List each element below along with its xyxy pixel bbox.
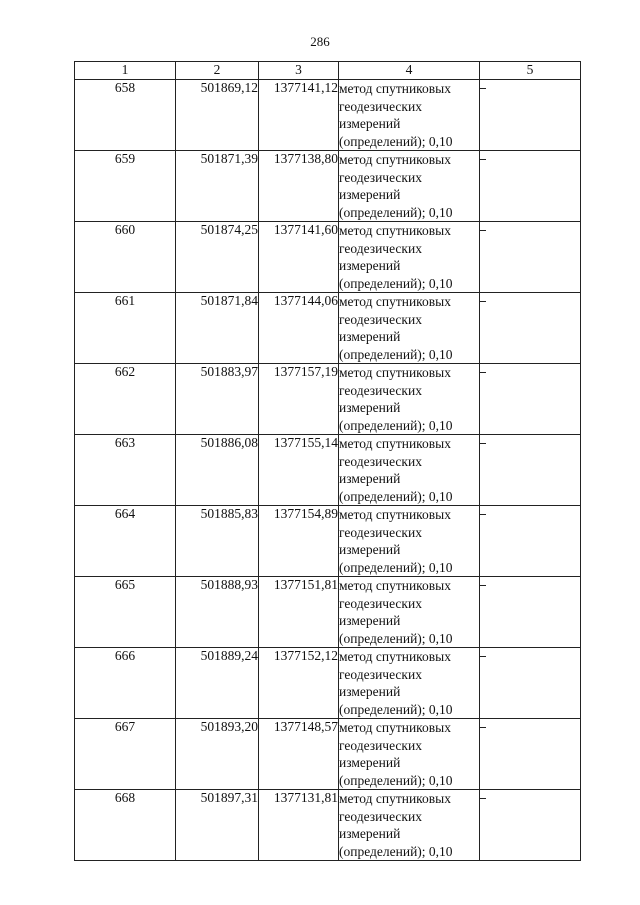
method-line: (определений); 0,10 <box>339 772 453 788</box>
note-cell <box>480 577 581 648</box>
method-line: измерений <box>339 258 401 273</box>
note-cell <box>480 719 581 790</box>
dash-mark <box>480 727 486 728</box>
point-number-cell: 662 <box>75 364 176 435</box>
dash-mark <box>480 159 486 160</box>
table-row <box>75 577 581 648</box>
method-cell <box>339 719 480 790</box>
method-line: (определений); 0,10 <box>339 843 453 859</box>
coordinate-y-cell: 1377151,81 <box>259 577 339 648</box>
dash-mark <box>480 230 486 231</box>
table-row <box>75 364 581 435</box>
note-cell <box>480 790 581 861</box>
method-line: метод спутниковых <box>339 791 451 806</box>
method-line: геодезических <box>339 595 422 611</box>
note-cell <box>480 151 581 222</box>
method-line: (определений); 0,10 <box>339 559 453 575</box>
dash-mark <box>480 798 486 799</box>
coordinate-y-cell: 1377157,19 <box>259 364 339 435</box>
method-line: метод спутниковых <box>339 436 451 451</box>
coordinate-x-cell: 501886,08 <box>176 435 259 506</box>
column-header-4: 4 <box>339 62 480 80</box>
method-line: геодезических <box>339 524 422 540</box>
dash-mark <box>480 443 486 444</box>
coordinate-x-cell: 501885,83 <box>176 506 259 577</box>
method-line: (определений); 0,10 <box>339 630 453 646</box>
coordinate-x-cell: 501883,97 <box>176 364 259 435</box>
method-line: (определений); 0,10 <box>339 275 453 291</box>
coordinate-x-cell: 501874,25 <box>176 222 259 293</box>
method-cell <box>339 222 480 293</box>
table-header-row <box>75 62 581 80</box>
table-row <box>75 435 581 506</box>
dash-mark <box>480 656 486 657</box>
method-line: измерений <box>339 116 401 131</box>
method-line: метод спутниковых <box>339 720 451 735</box>
method-line: геодезических <box>339 808 422 824</box>
dash-mark <box>480 301 486 302</box>
method-line: метод спутниковых <box>339 152 451 167</box>
method-line: геодезических <box>339 382 422 398</box>
point-number-cell: 664 <box>75 506 176 577</box>
column-header-2: 2 <box>176 62 259 80</box>
note-cell <box>480 293 581 364</box>
method-line: измерений <box>339 471 401 486</box>
coordinate-x-cell: 501889,24 <box>176 648 259 719</box>
point-number-cell: 659 <box>75 151 176 222</box>
method-line: метод спутниковых <box>339 578 451 593</box>
column-header-1: 1 <box>75 62 176 80</box>
method-line: (определений); 0,10 <box>339 488 453 504</box>
method-line: геодезических <box>339 311 422 327</box>
coordinate-x-cell: 501893,20 <box>176 719 259 790</box>
method-line: метод спутниковых <box>339 294 451 309</box>
method-line: геодезических <box>339 169 422 185</box>
dash-mark <box>480 514 486 515</box>
method-line: измерений <box>339 187 401 202</box>
method-cell <box>339 80 480 151</box>
method-cell <box>339 293 480 364</box>
method-line: геодезических <box>339 240 422 256</box>
coordinate-y-cell: 1377148,57 <box>259 719 339 790</box>
coordinate-y-cell: 1377138,80 <box>259 151 339 222</box>
coordinate-y-cell: 1377144,06 <box>259 293 339 364</box>
dash-mark <box>480 585 486 586</box>
method-line: измерений <box>339 826 401 841</box>
method-line: измерений <box>339 329 401 344</box>
point-number-cell: 661 <box>75 293 176 364</box>
method-line: метод спутниковых <box>339 223 451 238</box>
method-cell <box>339 435 480 506</box>
table-row <box>75 222 581 293</box>
note-cell <box>480 648 581 719</box>
coordinate-y-cell: 1377152,12 <box>259 648 339 719</box>
method-line: (определений); 0,10 <box>339 701 453 717</box>
method-line: измерений <box>339 613 401 628</box>
dash-mark <box>480 88 486 89</box>
coordinates-table <box>74 61 581 861</box>
method-line: измерений <box>339 755 401 770</box>
coordinate-y-cell: 1377155,14 <box>259 435 339 506</box>
method-line: метод спутниковых <box>339 81 451 96</box>
coordinate-y-cell: 1377141,60 <box>259 222 339 293</box>
method-line: измерений <box>339 542 401 557</box>
coordinate-x-cell: 501888,93 <box>176 577 259 648</box>
coordinate-y-cell: 1377154,89 <box>259 506 339 577</box>
note-cell <box>480 506 581 577</box>
method-line: геодезических <box>339 453 422 469</box>
method-cell <box>339 648 480 719</box>
page-number: 286 <box>310 34 330 49</box>
table-row <box>75 151 581 222</box>
point-number-cell: 663 <box>75 435 176 506</box>
point-number-cell: 665 <box>75 577 176 648</box>
method-line: геодезических <box>339 737 422 753</box>
method-line: (определений); 0,10 <box>339 133 453 149</box>
method-line: измерений <box>339 400 401 415</box>
table-row <box>75 293 581 364</box>
method-line: (определений); 0,10 <box>339 417 453 433</box>
point-number-cell: 668 <box>75 790 176 861</box>
table-row <box>75 506 581 577</box>
table-row <box>75 648 581 719</box>
note-cell <box>480 364 581 435</box>
method-line: (определений); 0,10 <box>339 346 453 362</box>
method-cell <box>339 790 480 861</box>
method-line: геодезических <box>339 666 422 682</box>
coordinate-y-cell: 1377141,12 <box>259 80 339 151</box>
coordinate-x-cell: 501871,39 <box>176 151 259 222</box>
column-header-3: 3 <box>259 62 339 80</box>
method-line: геодезических <box>339 98 422 114</box>
method-cell <box>339 506 480 577</box>
method-cell <box>339 364 480 435</box>
point-number-cell: 660 <box>75 222 176 293</box>
column-header-5: 5 <box>480 62 581 80</box>
note-cell <box>480 222 581 293</box>
method-line: (определений); 0,10 <box>339 204 453 220</box>
method-line: измерений <box>339 684 401 699</box>
method-line: метод спутниковых <box>339 649 451 664</box>
note-cell <box>480 435 581 506</box>
coordinate-x-cell: 501869,12 <box>176 80 259 151</box>
method-cell <box>339 577 480 648</box>
note-cell <box>480 80 581 151</box>
table-row <box>75 719 581 790</box>
table-row <box>75 790 581 861</box>
point-number-cell: 666 <box>75 648 176 719</box>
method-cell <box>339 151 480 222</box>
coordinate-x-cell: 501871,84 <box>176 293 259 364</box>
point-number-cell: 658 <box>75 80 176 151</box>
coordinate-y-cell: 1377131,81 <box>259 790 339 861</box>
dash-mark <box>480 372 486 373</box>
method-line: метод спутниковых <box>339 507 451 522</box>
table-row <box>75 80 581 151</box>
point-number-cell: 667 <box>75 719 176 790</box>
method-line: метод спутниковых <box>339 365 451 380</box>
coordinate-x-cell: 501897,31 <box>176 790 259 861</box>
